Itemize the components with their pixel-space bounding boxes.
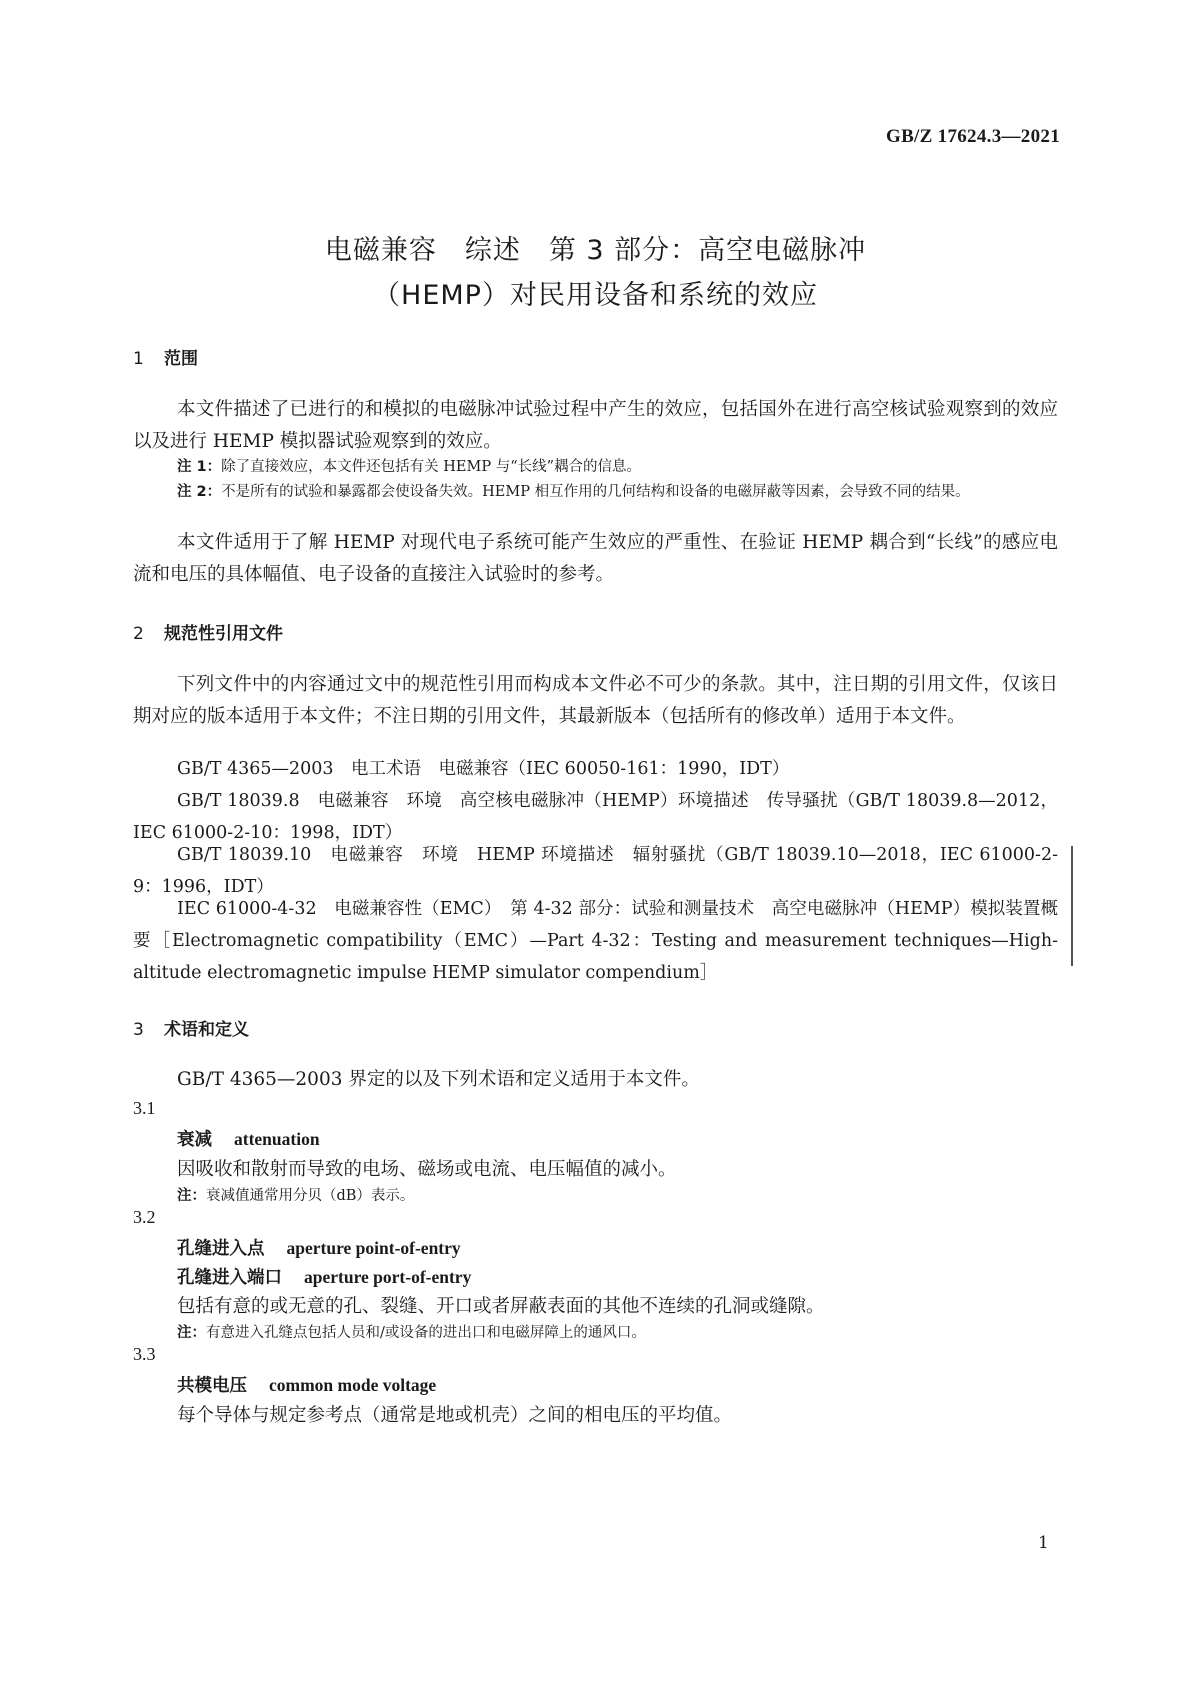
reference-item: IEC 61000-4-32 电磁兼容性（EMC） 第 4-32 部分：试验和测量技术 高空电磁脉冲（HEMP）模拟装置概要［Electromagnetic compatibility（EMC）—Part 4-32：Testing and measurement techniques—High-altitude electromagnetic impulse HEMP simulator compendium］: [133, 899, 1058, 983]
scope-paragraph-1: 本文件描述了已进行的和模拟的电磁脉冲试验过程中产生的效应，包括国外在进行高空核试验观察到的效应以及进行 HEMP 模拟器试验观察到的效应。: [133, 399, 1058, 452]
title-line-1: 电磁兼容 综述 第 3 部分：高空电磁脉冲: [324, 235, 867, 266]
normative-intro: 下列文件中的内容通过文中的规范性引用而构成本文件必不可少的条款。其中，注日期的引用文件，仅该日期对应的版本适用于本文件；不注日期的引用文件，其最新版本（包括所有的修改单）适用于本文件。: [133, 674, 1058, 727]
term-definition: 每个导体与规定参考点（通常是地或机壳）之间的相电压的平均值。: [177, 1405, 733, 1426]
term-chinese: 孔缝进入点: [177, 1239, 265, 1259]
note-1: [177, 456, 1096, 479]
term-entry: [177, 1372, 436, 1397]
term-english: aperture point-of-entry: [286, 1238, 461, 1258]
section-number: 2: [133, 624, 144, 644]
section-title: 规范性引用文件: [164, 624, 283, 644]
note-text: 不是所有的试验和暴露都会使设备失效。HEMP 相互作用的几何结构和设备的电磁屏蔽等因素，会导致不同的结果。: [221, 484, 970, 500]
term-chinese: 孔缝进入端口: [177, 1268, 282, 1288]
standard-code: GB/Z 17624.3—2021: [885, 126, 1060, 147]
reference-item: GB/T 4365—2003 电工术语 电磁兼容（IEC 60050-161：1990，IDT）: [177, 759, 790, 779]
term-entry: [177, 1235, 461, 1260]
term-note: [177, 1321, 646, 1342]
page-number: 1: [1038, 1533, 1049, 1553]
term-entry: [177, 1126, 320, 1151]
term-english: common mode voltage: [269, 1375, 437, 1395]
note-label: 注 2：: [177, 484, 222, 500]
section-title: 范围: [164, 349, 198, 369]
term-entry: [177, 1264, 471, 1289]
section-number: 3: [133, 1020, 144, 1040]
term-number: 3.2: [133, 1207, 156, 1227]
term-number: 3.1: [133, 1098, 156, 1118]
term-chinese: 共模电压: [177, 1376, 247, 1396]
term-english: attenuation: [234, 1129, 320, 1149]
note-text: 衰减值通常用分贝（dB）表示。: [206, 1188, 415, 1204]
term-number: 3.3: [133, 1344, 156, 1364]
term-definition: 因吸收和散射而导致的电场、磁场或电流、电压幅值的减小。: [177, 1159, 677, 1180]
term-note: [177, 1184, 414, 1205]
note-label: 注：: [177, 1325, 206, 1341]
note-label: 注：: [177, 1188, 206, 1204]
note-text: 除了直接效应，本文件还包括有关 HEMP 与“长线”耦合的信息。: [221, 459, 642, 475]
scope-paragraph-2: 本文件适用于了解 HEMP 对现代电子系统可能产生效应的严重性、在验证 HEMP 耦合到“长线”的感应电流和电压的具体幅值、电子设备的直接注入试验时的参考。: [133, 532, 1058, 585]
term-chinese: 衰减: [177, 1130, 212, 1150]
terms-intro: GB/T 4365—2003 界定的以及下列术语和定义适用于本文件。: [177, 1069, 700, 1090]
section-1-heading: [133, 344, 198, 369]
note-2: [177, 481, 1096, 504]
section-title: 术语和定义: [164, 1020, 249, 1040]
section-number: 1: [133, 349, 144, 369]
title-line-2: （HEMP）对民用设备和系统的效应: [373, 280, 818, 311]
note-text: 有意进入孔缝点包括人员和/或设备的进出口和电磁屏障上的通风口。: [206, 1325, 646, 1341]
note-label: 注 1：: [177, 459, 222, 475]
reference-item: GB/T 18039.10 电磁兼容 环境 HEMP 环境描述 辐射骚扰（GB/T 18039.10—2018，IEC 61000-2-9：1996，IDT）: [133, 845, 1058, 897]
term-english: aperture port-of-entry: [304, 1267, 472, 1287]
section-2-heading: [133, 619, 283, 644]
term-definition: 包括有意的或无意的孔、裂缝、开口或者屏蔽表面的其他不连续的孔洞或缝隙。: [177, 1296, 825, 1317]
reference-item: GB/T 18039.8 电磁兼容 环境 高空核电磁脉冲（HEMP）环境描述 传导骚扰（GB/T 18039.8—2012，IEC 61000-2-10：1998，IDT）: [133, 791, 1058, 843]
section-3-heading: [133, 1015, 249, 1040]
revision-bar: [1071, 846, 1073, 966]
